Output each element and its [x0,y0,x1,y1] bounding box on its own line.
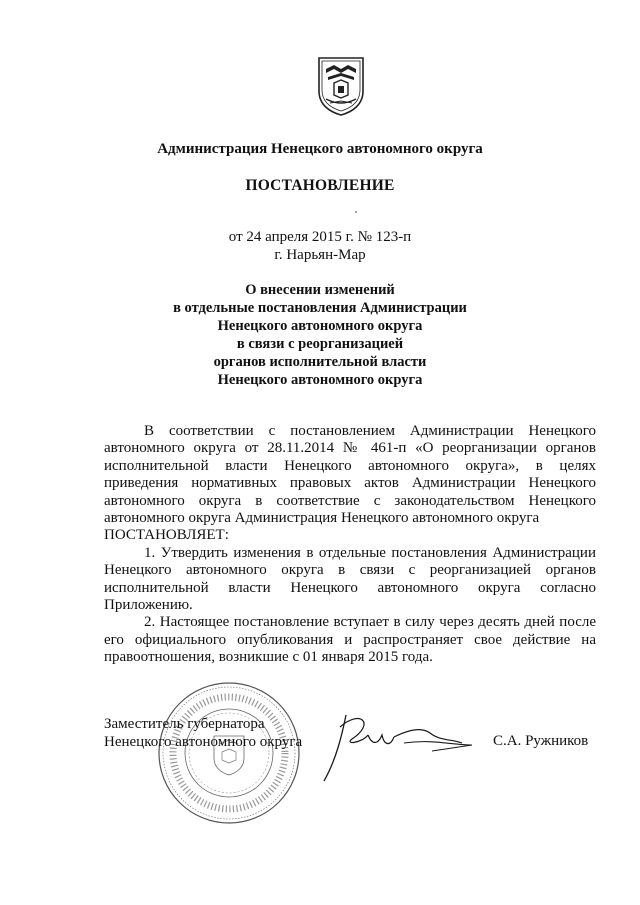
city-line: г. Нарьян-Мар [274,247,366,263]
subject-line: органов исполнительной власти [213,354,427,370]
coat-of-arms-icon [316,55,366,117]
position-line-2: Ненецкого автономного округа [104,734,303,750]
subject-line: в отдельные постановления Администрации [173,300,467,316]
signatory-name: С.А. Ружников [493,733,589,749]
document-type-title: ПОСТАНОВЛЕНИЕ [245,177,395,194]
date-number-line: от 24 апреля 2015 г. № 123-п [228,229,412,245]
subject-line: О внесении изменений [245,282,395,298]
subject-line: в связи с реорганизацией [236,336,404,352]
official-seal-icon [154,678,304,828]
subject-line: Ненецкого автономного округа [217,372,423,388]
item-1-paragraph: 1. Утвердить изменения в отдельные постановления Администрации Ненецкого автономного округа в связи с реорганизацией органов исполнительной власти Ненецкого автономного округа согласно Приложению. [104,544,596,614]
position-line-1: Заместитель губернатора [104,716,265,732]
subject-line: Ненецкого автономного округа [217,318,423,334]
document-body [104,423,596,667]
item-2-paragraph: 2. Настоящее постановление вступает в силу через десять дней после его официального опубликования и распространяет свое действие на правоотношения, возникшие с 01 января 2015 года. [104,614,596,666]
signatory-position [104,715,302,751]
handwritten-signature-icon [312,705,482,787]
scan-speck [355,211,357,213]
preamble-paragraph: В соответствии с постановлением Администрации Ненецкого автономного округа от 28.11.2014 № 461-п «О реорганизации органов исполнительной власти Ненецкого автономного округа», в целях приведения нормативных правовых актов Администрации Ненецкого автономного округа в соответствие с законодательством Ненецкого автономного округа Администрация Ненецкого автономного округа [104,423,596,527]
subject-block [120,281,520,389]
resolves-line: ПОСТАНОВЛЯЕТ: [104,527,229,544]
organization-name: Администрация Ненецкого автономного округа [157,141,483,157]
